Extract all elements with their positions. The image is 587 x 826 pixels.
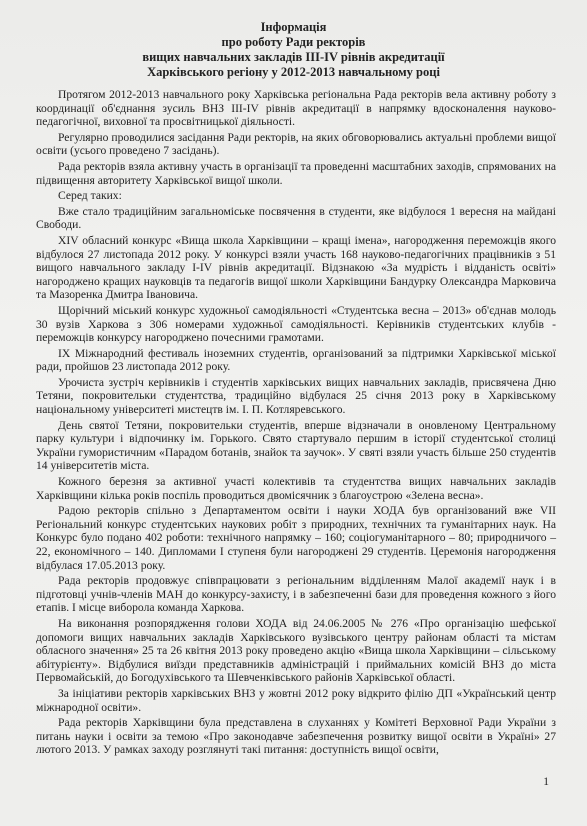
title-line-2: про роботу Ради ректорів: [221, 35, 366, 49]
paragraph: ІХ Міжнародний фестиваль іноземних студентів, організований за підтримки Харківської міської ради, пройшов 23 листопада 2012 року.: [36, 346, 556, 374]
paragraph: День святої Тетяни, покровительки студентів, вперше відзначали в оновленому Центральному парку культури і відпочинку ім. Горького. Свято стартувало першим в історії студентської столиці України гумористичним «Парадом ботанів, знайок та заучок». У святі взяли участь більше 250 студентів 14 університетів міста.: [36, 418, 556, 473]
paragraph: Серед таких:: [58, 189, 122, 203]
paragraph: Кожного березня за активної участі колективів та студентства вищих навчальних закладів Харківщини кілька років поспіль проводиться двомісячник з благоустрою «Зелена весна».: [36, 475, 556, 502]
paragraph: Вже стало традиційним загальноміське посвячення в студенти, яке відбулося 1 вересня на майдані Свободи.: [36, 204, 556, 232]
paragraph: Радою ректорів спільно з Департаментом освіти і науки ХОДА був організований вже VІІ Регіональний конкурс студентських наукових робіт з природних, технічних та гуманітарних наук. На Конкурс було подано 402 роботи: технічного напрямку – 160; соціогуманітарного – 80; природничого – 22, економічного – 140. Дипломами І ступеня були нагороджені 29 студентів. Церемонія нагородження відбулася 17.05.2013 року.: [36, 504, 556, 572]
paragraph: Рада ректорів продовжує співпрацювати з регіональним відділенням Малої академії наук і в підготовці учнів-членів МАН до конкурсу-захисту, і в забезпеченні бази для проведення кожного з його етапів. І місце виборола команда Харкова.: [36, 574, 556, 615]
title-line-1: Інформація: [260, 20, 327, 34]
page-number: 1: [543, 776, 549, 788]
paragraph: Щорічний міський конкурс художньої самодіяльності «Студентська весна – 2013» об'єднав молодь 30 вузів Харкова з 306 номерами художньої самодіяльності. Керівників студентських клубів - переможців конкурсу нагороджено почесними грамотами.: [36, 303, 556, 345]
paragraph: За ініціативи ректорів харківських ВНЗ у жовтні 2012 року відкрито філію ДП «Український центр міжнародної освіти».: [36, 686, 556, 714]
title-line-4: Харківського регіону у 2012-2013 навчальному році: [147, 65, 440, 79]
document-title: [0, 20, 587, 80]
paragraph: ХІV обласний конкурс «Вища школа Харківщини – кращі імена», нагородження переможців якого відбулося 27 листопада 2012 року. У конкурсі взяли участь 168 науково-педагогічних працівників з 51 вищого навчального закладу І-ІV рівнів акредитації. Відзнакою «За мудрість і відданість освіті» нагороджено кращих науковців та педагогів вищої школи Харківщини Бандурку Олександра Марковича та Мазоренка Дмитра Івановича.: [36, 233, 556, 302]
paragraph: Регулярно проводилися засідання Ради ректорів, на яких обговорювались актуальні проблеми вищої освіти (усього проведено 7 засідань).: [36, 130, 556, 158]
title-line-3: вищих навчальних закладів ІІІ-ІV рівнів акредитації: [142, 50, 445, 64]
paragraph: Урочиста зустріч керівників і студентів харківських вищих навчальних закладів, присвячена Дню Тетяни, покровительки студентства, традиційно відбулася 25 січня 2013 року в Харківському національному університеті мистецтв ім. І. П. Котляревського.: [36, 375, 556, 417]
paragraph: Протягом 2012-2013 навчального року Харківська регіональна Рада ректорів вела активну роботу з координації об'єднання зусиль ВНЗ ІІІ-ІV рівнів акредитації в напрямку вдосконалення науково-педагогічної, виховної та просвітницької діяльності.: [36, 88, 556, 129]
paragraph: Рада ректорів взяла активну участь в організації та проведенні масштабних заходів, спрямованих на підвищення авторитету Харківської вищої школи.: [36, 159, 556, 187]
paragraph: Рада ректорів Харківщини була представлена в слуханнях у Комітеті Верховної Ради України з питань науки і освіти за темою «Про законодавче забезпечення розвитку вищої освіти в Україні» 27 лютого 2013. У рамках заходу розглянуті такі питання: доступність вищої освіти,: [36, 716, 556, 757]
document-body: [36, 88, 556, 759]
paragraph: На виконання розпорядження голови ХОДА від 24.06.2005 № 276 «Про організацію шефської допомоги вищих навчальних закладів Харківського вузівського центру районам області та містам обласного значення» 25 та 26 квітня 2013 року проведено акцію «Вища школа Харківщини – сільському абітурієнту». Відбулися виїзди представників адміністрацій і приймальних комісій ВНЗ до міста Первомайській, до Богодухівського та Шевченківського районів Харківської області.: [36, 616, 556, 685]
